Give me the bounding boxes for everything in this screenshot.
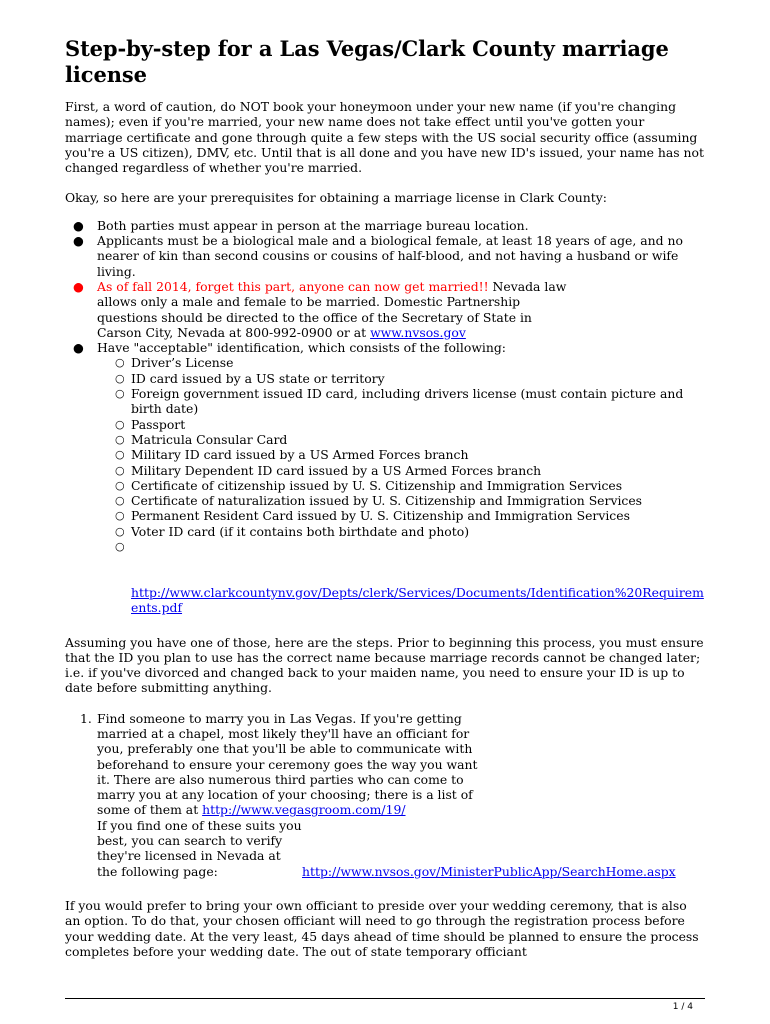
id-list-item: [65, 539, 705, 615]
id-list-item: ○ Matricula Consular Card: [115, 431, 288, 447]
identification-requirements-link[interactable]: http://www.clarkcountynv.gov/Depts/clerk/Services/Documents/Identification%20Requirements.pdf: [131, 584, 704, 616]
list-item-text: Both parties must appear in person at the marriage bureau location.: [97, 217, 529, 233]
intro-paragraph: First, a word of caution, do NOT book your honeymoon under your new name (if you're changing names); even if you're married, your new name does not take effect until you've gotten your marriage certificate and gone through quite a few steps with the US social security office (assuming you're a US citizen), DMV, etc. Until that is all done and you have new ID's issued, your name has not changed regardless of whether you're married.: [65, 99, 704, 176]
circle-bullet-icon: ○: [115, 432, 125, 446]
step-number: 1.: [80, 710, 92, 726]
id-list-item: ○ Voter ID card (if it contains both birthdate and photo): [115, 523, 470, 539]
bullet-icon: ●: [73, 340, 84, 356]
list-item-text: [97, 279, 567, 340]
circle-bullet-icon: ○: [115, 417, 125, 431]
id-list-item: ○ Certificate of citizenship issued by U. S. Citizenship and Immigration Services: [115, 477, 623, 493]
id-list-item: ○ Passport: [115, 416, 186, 432]
red-notice-text: As of fall 2014, forget this part, anyone can now get married!!: [97, 278, 489, 294]
page-title: Step-by-step for a Las Vegas/Clark County marriage license: [65, 36, 669, 87]
list-item-text: Have "acceptable" identification, which consists of the following:: [97, 340, 506, 356]
circle-bullet-icon: ○: [115, 387, 125, 401]
id-list-item: ○ Foreign government issued ID card, including drivers license (must contain picture and birth date): [115, 386, 684, 417]
bullet-icon: ●: [73, 217, 84, 233]
id-list-item: ○ Certificate of naturalization issued by U. S. Citizenship and Immigration Services: [115, 493, 643, 509]
vegasgroom-link[interactable]: http://www.vegasgroom.com/19/: [202, 802, 406, 818]
circle-bullet-icon: ○: [115, 494, 125, 508]
list-item-text: Applicants must be a biological male and a biological female, at least 18 years of age, and no nearer of kin than second cousins or cousins of half-blood, and not having a husband or wife living.: [97, 233, 683, 279]
list-item: [65, 218, 705, 233]
step-item: [65, 711, 705, 879]
nvsos-link[interactable]: www.nvsos.gov: [370, 324, 466, 340]
bullet-icon: ●: [73, 278, 84, 294]
circle-bullet-icon: ○: [115, 524, 125, 538]
prerequisites-list: [65, 218, 705, 616]
steps-intro-paragraph: Assuming you have one of those, here are the steps. Prior to beginning this process, you must ensure that the ID you plan to use has the correct name because marriage records cannot be changed later; i.e. if you've divorced and changed back to your maiden name, you need to ensure your ID is up to date before submitting anything.: [65, 634, 704, 696]
nevada-law-text: Nevada law allows only a male and female to be married. Domestic Partnership questions should be directed to the office of the Secretary of State in Carson City, Nevada at 800-992-0900 or at: [97, 278, 567, 340]
circle-bullet-icon: ○: [115, 478, 125, 492]
circle-bullet-icon: ○: [115, 356, 125, 370]
steps-list: [65, 711, 705, 879]
document-page: [65, 36, 705, 974]
id-list-item: ○ Driver’s License: [115, 355, 234, 371]
circle-bullet-icon: ○: [115, 448, 125, 462]
officiant-paragraph: If you would prefer to bring your own officiant to preside over your wedding ceremony, that is also an option. To do that, your chosen officiant will need to go through the registration process before your wedding date. At the very least, 45 days ahead of time should be planned to ensure the process completes before your wedding date. The out of state temporary officiant: [65, 897, 699, 959]
footer-divider: [65, 998, 705, 999]
circle-bullet-icon: ○: [115, 509, 125, 523]
id-list-item: ○ Military ID card issued by a US Armed Forces branch: [115, 447, 469, 463]
circle-bullet-icon: ○: [115, 371, 125, 385]
id-list-item: ○ ID card issued by a US state or territory: [115, 370, 385, 386]
id-sublist: [65, 355, 705, 615]
circle-bullet-icon: ○: [115, 540, 125, 554]
circle-bullet-icon: ○: [115, 463, 125, 477]
step-text: Find someone to marry you in Las Vegas. If you're getting married at a chapel, most likely they'll have an officiant for you, preferably one that you'll be able to communicate with beforehand to ensure your ceremony goes the way you want it. There are also numerous third parties who can come to marry you at any location of your choosing; there is a list of some of them at http://www.vegasgroom.com/19/ If you find one of these suits you best, you can search to verify they're licensed in Nevada at the following page: http://www.nvsos.gov/MinisterPublicApp/SearchHome.aspx: [97, 710, 676, 879]
id-sublist-container: [65, 355, 705, 615]
minister-search-link[interactable]: http://www.nvsos.gov/MinisterPublicApp/SearchHome.aspx: [302, 863, 676, 879]
page-number: 1 / 4: [672, 1002, 693, 1012]
bullet-icon: ●: [73, 233, 84, 249]
list-item: [65, 340, 705, 355]
list-item: [65, 233, 705, 279]
list-item: [65, 279, 705, 340]
id-list-item: ○ Military Dependent ID card issued by a US Armed Forces branch: [115, 462, 542, 478]
id-list-item: ○ Permanent Resident Card issued by U. S. Citizenship and Immigration Services: [115, 508, 630, 524]
prereq-intro-paragraph: Okay, so here are your prerequisites for obtaining a marriage license in Clark County:: [65, 190, 607, 206]
